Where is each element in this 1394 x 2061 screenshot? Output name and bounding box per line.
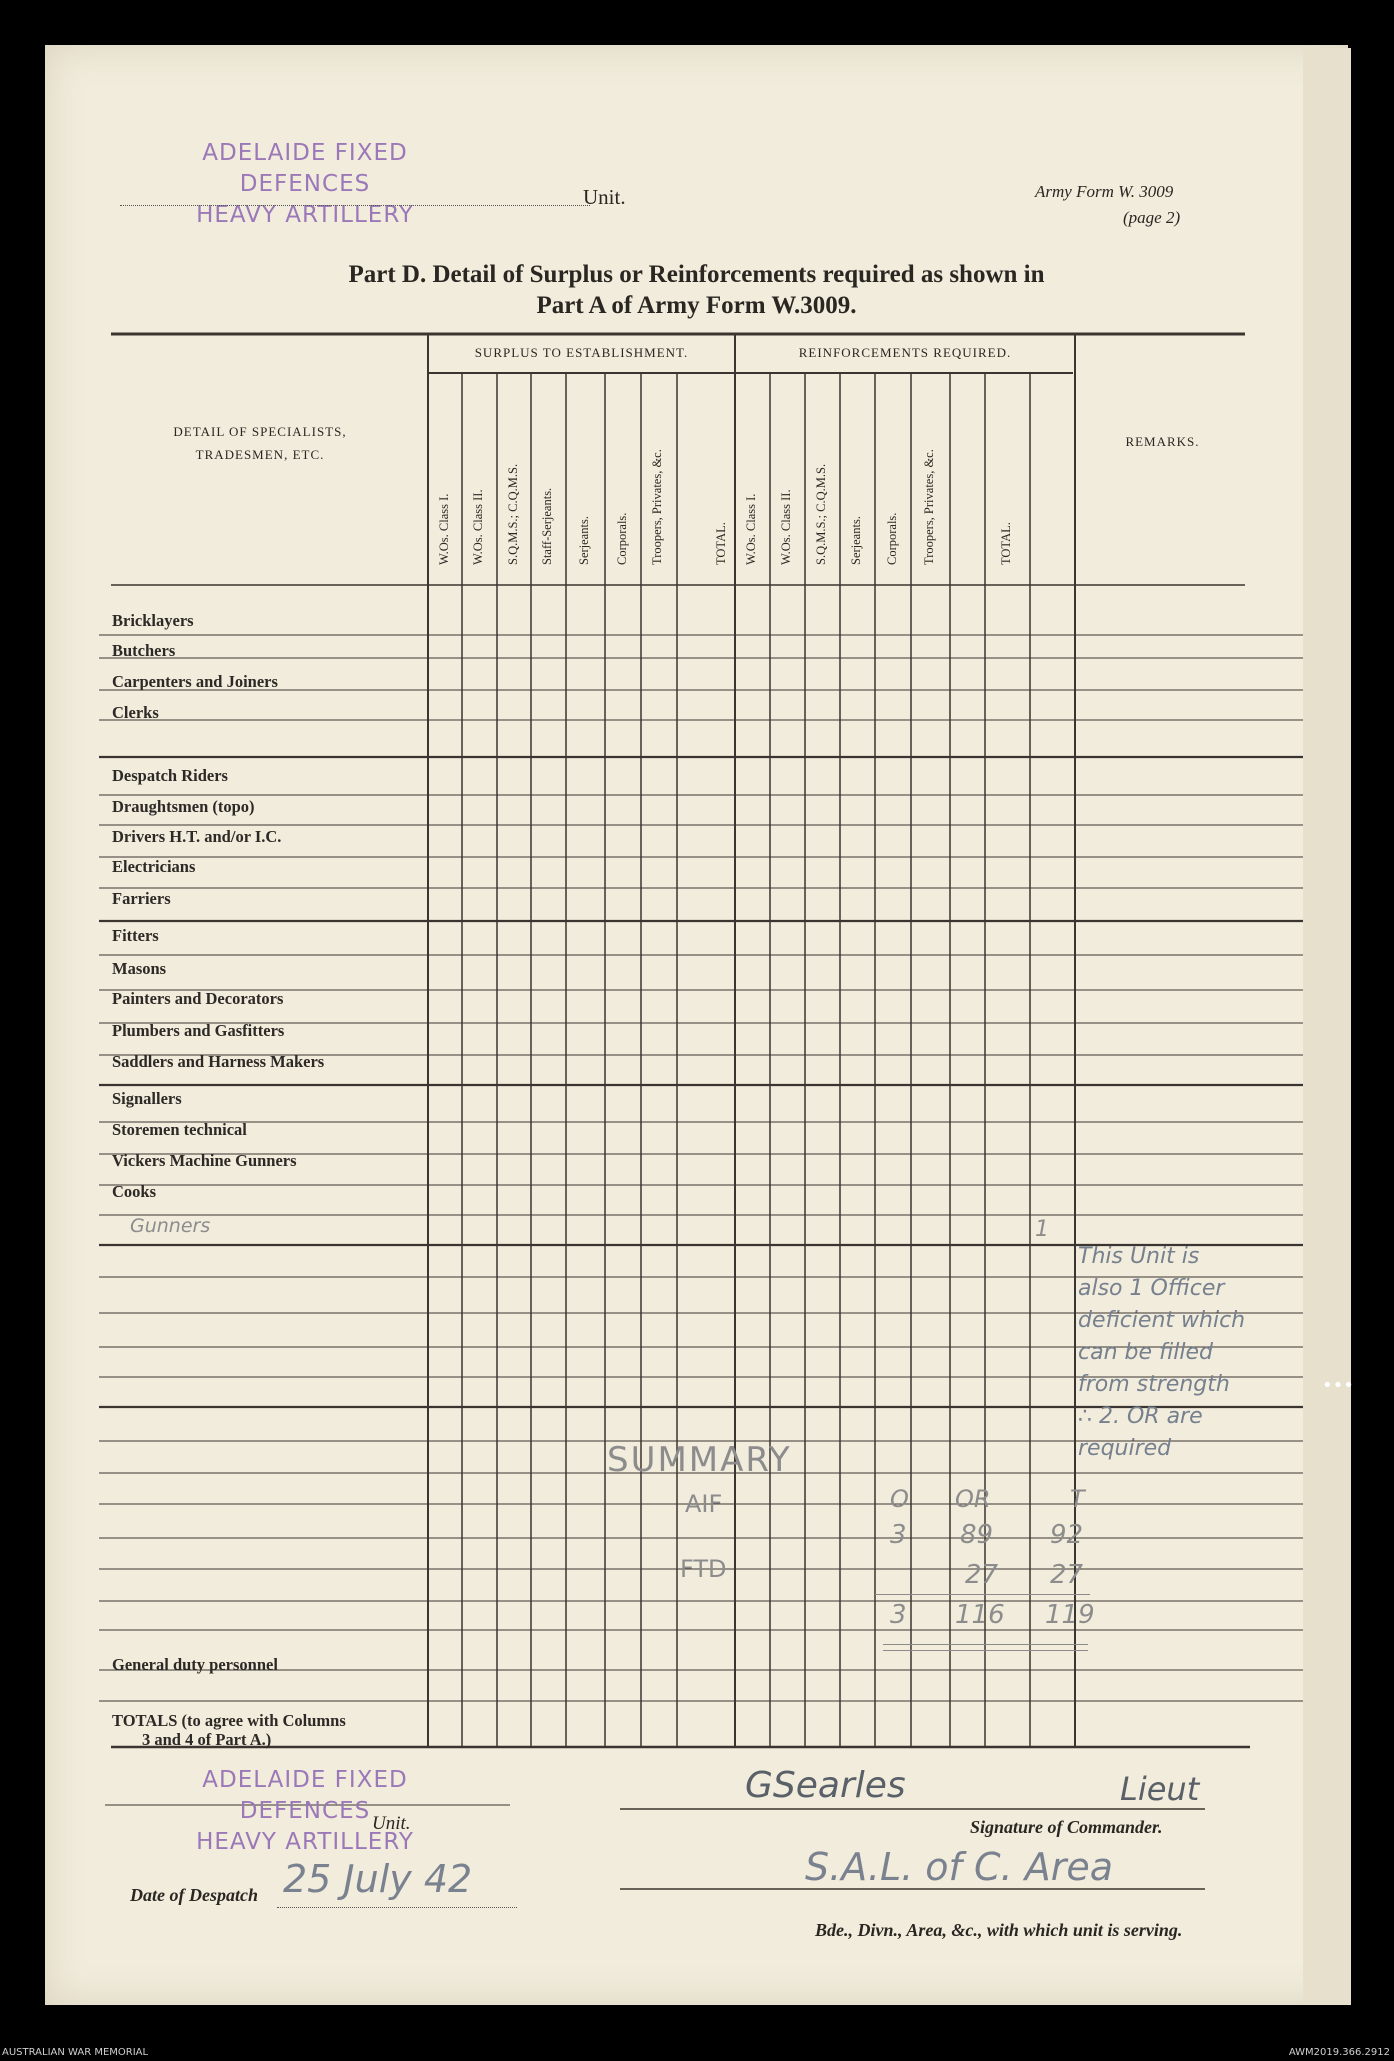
remarks-line-5: from strength [1078, 1372, 1230, 1397]
row-masons: Masons [112, 959, 167, 978]
row-electricians: Electricians [112, 857, 196, 876]
gunners-total-handwritten: 1 [1035, 1217, 1049, 1242]
footer-stamp-line2: HEAVY ARTILLERY [196, 1829, 414, 1855]
summary-col-or: OR [955, 1485, 991, 1513]
totals-line-1: TOTALS (to agree with Columns [112, 1711, 346, 1730]
row-totals [112, 1711, 346, 1749]
remarks-line-7: required [1078, 1436, 1172, 1461]
summary-ftd-label: FTD [680, 1555, 727, 1583]
summary-aif-t: 92 [1050, 1520, 1084, 1550]
col-surplus-serjeants: Serjeants. [577, 516, 591, 565]
unit-stamp-line2: HEAVY ARTILLERY [196, 202, 414, 228]
title-line-2: Part A of Army Form W.3009. [536, 292, 857, 319]
summary-total-or: 116 [955, 1600, 1005, 1630]
summary-aif-label: AIF [685, 1490, 723, 1518]
form-page-number: (page 2) [1123, 208, 1181, 227]
signature-caption: Signature of Commander. [970, 1817, 1163, 1837]
title-line-1: Part D. Detail of Surplus or Reinforcements required as shown in [348, 261, 1045, 288]
col-surplus-wo2: W.Os. Class II. [471, 489, 485, 565]
row-butchers: Butchers [112, 641, 176, 660]
credit-bar [0, 2045, 1394, 2061]
col-reinf-total: TOTAL. [999, 522, 1013, 565]
summary-col-o: O [890, 1485, 909, 1513]
col-surplus-staff-serjeants: Staff-Serjeants. [540, 487, 554, 565]
reinforcements-group-header: REINFORCEMENTS REQUIRED. [798, 345, 1012, 360]
row-drivers: Drivers H.T. and/or I.C. [112, 827, 282, 846]
summary-total-o: 3 [890, 1600, 907, 1630]
row-gunners-handwritten: Gunners [130, 1215, 211, 1237]
row-carpenters: Carpenters and Joiners [112, 672, 278, 691]
credit-right: AWM2019.366.2912 [1288, 2047, 1390, 2058]
row-vickers: Vickers Machine Gunners [112, 1151, 297, 1170]
row-clerks: Clerks [112, 703, 159, 722]
row-plumbers: Plumbers and Gasfitters [112, 1021, 285, 1040]
row-signallers: Signallers [112, 1089, 182, 1108]
date-of-despatch-label: Date of Despatch [130, 1885, 258, 1905]
row-farriers: Farriers [112, 889, 171, 908]
row-general-duty: General duty personnel [112, 1655, 278, 1674]
commander-rank: Lieut [1120, 1770, 1200, 1808]
remarks-note [1078, 1241, 1318, 1465]
summary-total-t: 119 [1045, 1600, 1095, 1630]
form-id: Army Form W. 3009 [1035, 182, 1174, 201]
row-painters: Painters and Decorators [112, 989, 284, 1008]
summary-ftd-or: 27 [965, 1560, 999, 1590]
footer-stamp-line1: ADELAIDE FIXED DEFENCES [202, 1767, 408, 1824]
row-draughtsmen: Draughtsmen (topo) [112, 797, 255, 816]
date-of-despatch-value: 25 July 42 [283, 1857, 473, 1901]
remarks-line-3: deficient which [1078, 1308, 1246, 1333]
summary-ftd-t: 27 [1050, 1560, 1084, 1590]
remarks-line-6: ∴ 2. OR are [1078, 1404, 1203, 1429]
form-page [45, 45, 1348, 2005]
summary-aif-o: 3 [890, 1520, 907, 1550]
col-surplus-troopers: Troopers, Privates, &c. [650, 449, 664, 565]
col-reinf-serjeants: Serjeants. [849, 516, 863, 565]
col-surplus-sqms: S.Q.M.S.; C.Q.M.S. [506, 463, 520, 565]
credit-left: AUSTRALIAN WAR MEMORIAL [2, 2047, 149, 2058]
row-bricklayers: Bricklayers [112, 611, 194, 630]
remarks-header: REMARKS. [1125, 434, 1200, 449]
summary-double-line-1 [883, 1644, 1088, 1645]
date-dotted-line [277, 1907, 517, 1908]
remarks-line-2: also 1 Officer [1078, 1276, 1225, 1301]
detail-header: DETAIL OF SPECIALISTS, TRADESMEN, ETC. [173, 424, 347, 462]
col-reinf-sqms: S.Q.M.S.; C.Q.M.S. [814, 463, 828, 565]
summary-aif-or: 89 [960, 1520, 994, 1550]
unit-label: Unit. [583, 185, 626, 209]
remarks-line-4: can be filled [1078, 1340, 1213, 1365]
summary-title: SUMMARY [607, 1440, 792, 1480]
unit-stamp-line1: ADELAIDE FIXED DEFENCES [202, 140, 408, 197]
row-fitters: Fitters [112, 926, 159, 945]
col-reinf-troopers: Troopers, Privates, &c. [922, 449, 936, 565]
summary-sum-line [875, 1594, 1090, 1595]
col-reinf-wo2: W.Os. Class II. [779, 489, 793, 565]
summary-double-line-2 [883, 1650, 1088, 1651]
col-reinf-corporals: Corporals. [885, 512, 899, 565]
edge-dots: ••• [1322, 1375, 1354, 1396]
remarks-line-1: This Unit is [1078, 1244, 1200, 1269]
col-surplus-corporals: Corporals. [615, 512, 629, 565]
commander-signature: GSearles [745, 1765, 906, 1806]
footer-unit-stamp [145, 1765, 465, 1858]
footer-unit-caption: Unit. [372, 1813, 411, 1834]
col-surplus-wo1: W.Os. Class I. [437, 493, 451, 565]
row-cooks: Cooks [112, 1182, 157, 1201]
col-surplus-total: TOTAL. [714, 522, 728, 565]
row-storemen: Storemen technical [112, 1120, 247, 1139]
row-despatch-riders: Despatch Riders [112, 766, 228, 785]
totals-line-2: 3 and 4 of Part A.) [142, 1730, 272, 1749]
row-saddlers: Saddlers and Harness Makers [112, 1052, 325, 1071]
area-caption: Bde., Divn., Area, &c., with which unit is serving. [815, 1920, 1183, 1940]
area-handwritten: S.A.L. of C. Area [805, 1845, 1113, 1889]
page-edge [1303, 48, 1351, 2005]
surplus-group-header: SURPLUS TO ESTABLISHMENT. [474, 345, 689, 360]
summary-col-t: T [1070, 1485, 1085, 1513]
col-reinf-wo1: W.Os. Class I. [744, 493, 758, 565]
